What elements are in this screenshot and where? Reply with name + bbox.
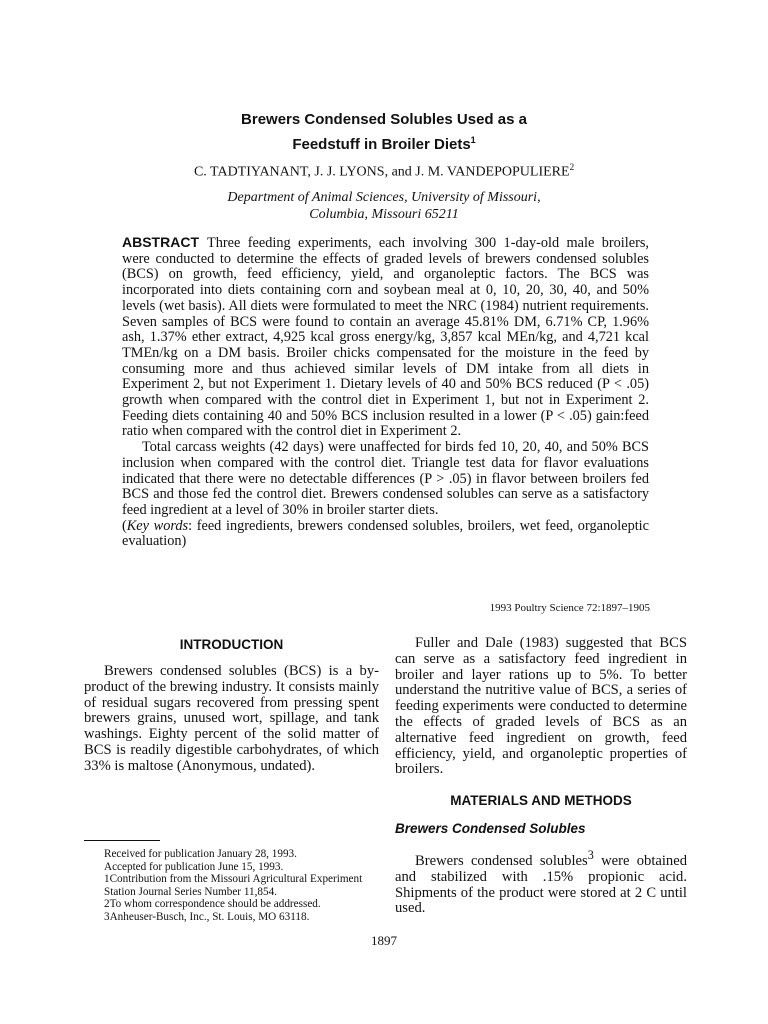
affiliation bbox=[120, 189, 648, 223]
title-line-2: Feedstuff in Broiler Diets bbox=[292, 136, 471, 153]
paper-title bbox=[120, 110, 648, 155]
title-footnote-marker: 1 bbox=[470, 135, 476, 145]
left-column bbox=[84, 636, 379, 775]
abstract-paragraph-2: Total carcass weights (42 days) were unaffected for birds fed 10, 20, 40, and 50% BCS inclusion when compared with the control diet. Triangle test data for flavor evaluations indicated that there were no detectable differences (P > .05) in flavor between broilers fed BCS and those fed the control diet. Brewers condensed solubles can serve as a satisfactory feed ingredient at a level of 30% in broiler starter diets. bbox=[122, 439, 649, 518]
intro-continuation-paragraph: Fuller and Dale (1983) suggested that BCS can serve as a satisfactory feed ingredient in broiler and layer rations up to 5%. To better understand the nutritive value of BCS, a series of feeding experiments were conducted to determine the effects of graded levels of BCS as an alternative feed ingredient on growth, feed efficiency, yield, and organoleptic properties of broilers. bbox=[395, 635, 687, 778]
title-line-1: Brewers Condensed Solubles Used as a bbox=[241, 111, 527, 128]
abstract bbox=[122, 235, 649, 550]
introduction-paragraph: Brewers condensed solubles (BCS) is a by-product of the brewing industry. It consists mainly of residual sugars recovered from pressing spent brewers grains, unused wort, spillage, and tank washings. Eighty percent of the solid matter of BCS is readily digestible carbohydrates, of which 33% is maltose (Anonymous, undated). bbox=[84, 663, 379, 774]
keywords-text: : feed ingredients, brewers condensed solubles, broilers, wet feed, organoleptic evaluation) bbox=[122, 517, 650, 550]
page-number: 1897 bbox=[371, 933, 397, 948]
introduction-heading: INTRODUCTION bbox=[179, 637, 284, 652]
footnote-3: 3Anheuser-Busch, Inc., St. Louis, MO 63118. bbox=[104, 910, 310, 923]
bcs-paragraph: Brewers condensed solubles$^3$ were obtained and stabilized with .15% propionic acid. Shipments of the product were stored at 2 C until used. bbox=[395, 848, 687, 917]
bcs-subheading: Brewers Condensed Solubles bbox=[395, 821, 586, 837]
footnote-rule bbox=[84, 840, 160, 841]
author-footnote-marker: 2 bbox=[569, 162, 575, 172]
keywords-label: Key words bbox=[126, 517, 189, 534]
footnote-marker-3: 3 bbox=[587, 848, 594, 863]
footnote-accepted: Accepted for publication June 15, 1993. bbox=[104, 860, 284, 873]
methods-heading: MATERIALS AND METHODS bbox=[450, 793, 632, 809]
right-column bbox=[395, 636, 687, 917]
footnote-2: 2To whom correspondence should be addressed. bbox=[104, 898, 321, 911]
abstract-label: ABSTRACT bbox=[122, 234, 199, 250]
footnote-1: 1Contribution from the Missouri Agricultural Experiment Station Journal Series Number 11,854. bbox=[104, 873, 363, 898]
author-list bbox=[100, 162, 668, 181]
footnote-received: Received for publication January 28, 1993. bbox=[104, 848, 297, 860]
abstract-paragraph-1: Three feeding experiments, each involving 300 1-day-old male broilers, were conducted to determine the effects of graded levels of brewers condensed solubles (BCS) on growth, feed efficiency, yield, and organoleptic factors. The BCS was incorporated into diets containing corn and soybean meal at 0, 10, 20, 30, 40, and 50% levels (wet basis). All diets were formulated to meet the NRC (1984) nutrient requirements. Seven samples of BCS were found to contain an average 45.81% DM, 6.71% CP, 1.96% ash, 1.37% ether extract, 4,925 kcal gross energy/kg, 3,857 kcal MEn/kg, and 4,721 kcal TMEn/kg on a DM basis. Broiler chicks compensated for the moisture in the feed by consuming more and thus achieved similar levels of DM intake from all diets in Experiment 2, but not Experiment 1. Dietary levels of 40 and 50% BCS reduced (P < .05) growth when compared with the control diet in Experiment 1, but not in Experiment 2. Feeding diets containing 40 and 50% BCS inclusion resulted in a lower (P < .05) gain:feed ratio when compared with the control diet in Experiment 2. bbox=[122, 235, 649, 440]
journal-citation: 1993 Poultry Science 72:1897–1905 bbox=[489, 602, 650, 614]
footnotes bbox=[104, 848, 380, 924]
authors-text: C. TADTIYANANT, J. J. LYONS, and J. M. VANDEPOPULIERE bbox=[193, 164, 570, 180]
keywords: (Key words: feed ingredients, brewers condensed solubles, broilers, wet feed, organoleptic evaluation) bbox=[122, 517, 650, 550]
affiliation-line-1: Department of Animal Sciences, University of Missouri, bbox=[227, 190, 541, 205]
affiliation-line-2: Columbia, Missouri 65211 bbox=[309, 207, 459, 222]
